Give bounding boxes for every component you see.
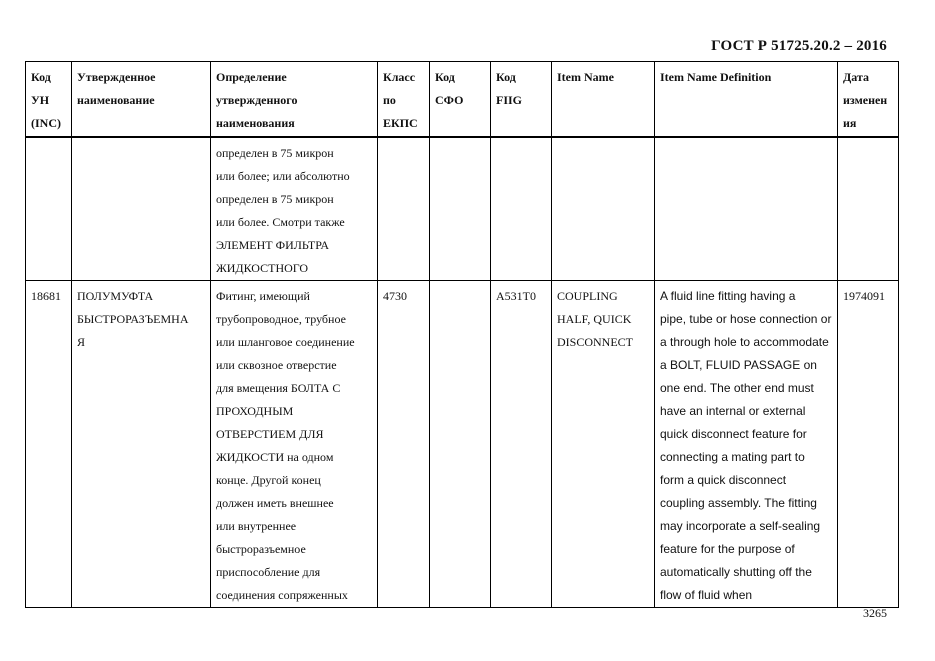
column-header-item-definition <box>655 62 838 138</box>
cell-text-line: наименования <box>216 116 295 130</box>
cell-text-line: connecting a mating part to <box>660 450 805 464</box>
cell-text-line: СФО <box>435 93 464 107</box>
cell-text-line: A fluid line fitting having a <box>660 289 796 303</box>
cell-text-line: для вмещения БОЛТА С <box>216 381 341 395</box>
cell-text-line: трубопроводное, трубное <box>216 312 346 326</box>
page-number: 3265 <box>863 606 887 620</box>
cell-text-line: may incorporate a self-sealing <box>660 519 821 533</box>
cell-fiig <box>491 137 552 281</box>
cell-text-line: coupling assembly. The fitting <box>660 496 817 510</box>
cell-text-line: должен иметь внешнее <box>216 496 334 510</box>
cell-text-line: ЭЛЕМЕНТ ФИЛЬТРА <box>216 238 330 252</box>
cell-text-line: приспособление для <box>216 565 321 579</box>
cell-text-line: Код <box>31 70 51 84</box>
cell-text-line: FIIG <box>496 93 523 107</box>
cell-text-line: изменен <box>843 93 888 107</box>
cell-sfo <box>430 281 491 608</box>
cell-sfo <box>430 137 491 281</box>
column-header-date <box>838 62 899 138</box>
cell-text-line: ия <box>843 116 857 130</box>
table-row <box>26 137 899 281</box>
cell-text-line: ПРОХОДНЫМ <box>216 404 294 418</box>
cell-text-line: Код <box>496 70 516 84</box>
cell-text-line: Класс <box>383 70 416 84</box>
cell-text-line: A531T0 <box>496 289 536 303</box>
cell-text-line: БЫСТРОРАЗЪЕМНА <box>77 312 189 326</box>
cell-text-line: one end. The other end must <box>660 381 814 395</box>
cell-text-line: утвержденного <box>216 93 298 107</box>
cell-text-line: ПОЛУМУФТА <box>77 289 154 303</box>
cell-date <box>838 137 899 281</box>
cell-text-line: quick disconnect feature for <box>660 427 807 441</box>
cell-name <box>72 281 211 608</box>
cell-text-line: Определение <box>216 70 287 84</box>
cell-text-line: 1974091 <box>843 289 885 303</box>
cell-text-line: ЖИДКОСТИ на одном <box>216 450 334 464</box>
cell-inc <box>26 281 72 608</box>
cell-text-line: Фитинг, имеющий <box>216 289 310 303</box>
cell-ekps <box>378 137 430 281</box>
cell-text-line: Код <box>435 70 455 84</box>
cell-text-line: конце. Другой конец <box>216 473 321 487</box>
table-row <box>26 281 899 608</box>
cell-text-line: automatically shutting off the <box>660 565 812 579</box>
cell-text-line: ЕКПС <box>383 116 418 130</box>
cell-text-line: 18681 <box>31 289 61 303</box>
cell-fiig <box>491 281 552 608</box>
cell-text-line: flow of fluid when <box>660 588 753 602</box>
column-header-definition <box>211 62 378 138</box>
cell-name <box>72 137 211 281</box>
cell-text-line: pipe, tube or hose connection or <box>660 312 832 326</box>
cell-text-line: feature for the purpose of <box>660 542 795 556</box>
cell-text-line: ОТВЕРСТИЕМ ДЛЯ <box>216 427 324 441</box>
document-standard-header: ГОСТ Р 51725.20.2 – 2016 <box>711 38 887 54</box>
cell-text-line: DISCONNECT <box>557 335 634 349</box>
cell-text-line: a BOLT, FLUID PASSAGE on <box>660 358 817 372</box>
cell-date <box>838 281 899 608</box>
column-header-fiig <box>491 62 552 138</box>
column-header-item-name <box>552 62 655 138</box>
cell-text-line: определен в 75 микрон <box>216 192 334 206</box>
cell-text-line: Item Name Definition <box>660 70 772 84</box>
cell-item-definition <box>655 137 838 281</box>
column-header-inc <box>26 62 72 138</box>
column-header-name <box>72 62 211 138</box>
cell-text-line: ЖИДКОСТНОГО <box>216 261 309 275</box>
cell-ekps <box>378 281 430 608</box>
cell-text-line: или сквозное отверстие <box>216 358 337 372</box>
cell-text-line: или внутреннее <box>216 519 297 533</box>
cell-text-line: 4730 <box>383 289 407 303</box>
cell-text-line: определен в 75 микрон <box>216 146 334 160</box>
cell-item-definition <box>655 281 838 608</box>
table-header-row <box>26 62 899 138</box>
cell-text-line: HALF, QUICK <box>557 312 632 326</box>
cell-text-line: или шланговое соединение <box>216 335 355 349</box>
cell-definition <box>211 137 378 281</box>
column-header-sfo <box>430 62 491 138</box>
cell-text-line: Утвержденное <box>77 70 156 84</box>
cell-text-line: Дата <box>843 70 869 84</box>
cell-text-line: быстроразъемное <box>216 542 306 556</box>
cell-text-line: наименование <box>77 93 155 107</box>
cell-item-name <box>552 281 655 608</box>
cell-text-line: COUPLING <box>557 289 618 303</box>
cell-item-name <box>552 137 655 281</box>
cell-text-line: по <box>383 93 396 107</box>
cell-text-line: УН <box>31 93 50 107</box>
column-header-ekps <box>378 62 430 138</box>
cell-text-line: (INC) <box>31 116 61 130</box>
cell-text-line: have an internal or external <box>660 404 806 418</box>
cell-inc <box>26 137 72 281</box>
cell-text-line: form a quick disconnect <box>660 473 787 487</box>
cell-text-line: Item Name <box>557 70 614 84</box>
cell-text-line: или более. Смотри также <box>216 215 345 229</box>
cell-definition <box>211 281 378 608</box>
cell-text-line: a through hole to accommodate <box>660 335 829 349</box>
cell-text-line: или более; или абсолютно <box>216 169 350 183</box>
catalog-table <box>25 61 899 608</box>
cell-text-line: соединения сопряженных <box>216 588 348 602</box>
cell-text-line: Я <box>77 335 86 349</box>
